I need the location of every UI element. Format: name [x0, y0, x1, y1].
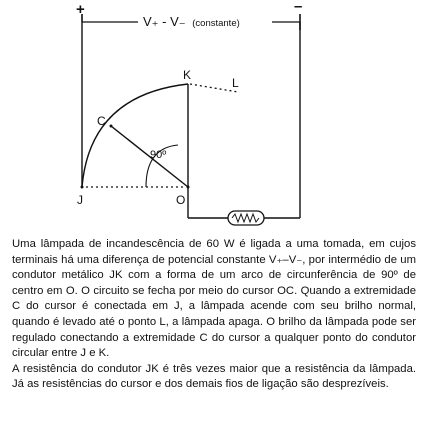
label-J: J — [77, 193, 83, 207]
voltage-note: (constante) — [192, 18, 240, 29]
label-C: C — [97, 114, 106, 128]
angle-label: 90º — [150, 149, 167, 161]
problem-paragraph-2: A resistência do condutor JK é três vezes maior que a resistência da lâmpada. Já as resistências do cursor e dos demais fios de ligação são desprezíveis. — [12, 362, 416, 391]
arc-conductor-JK — [82, 84, 188, 187]
voltage-label — [143, 14, 240, 29]
dotted-line-KL — [190, 84, 238, 92]
point-C — [110, 125, 113, 128]
label-O: O — [176, 193, 186, 207]
label-K: K — [183, 68, 192, 82]
plus-sign: + — [76, 1, 85, 18]
point-J — [81, 186, 84, 189]
point-O — [187, 186, 190, 189]
problem-paragraph-1: Uma lâmpada de incandescência de 60 W é ligada a uma tomada, em cujos terminais há uma diferença de potencial constante V₊–V₋, por intermédio de um condutor metálico JK com a forma de um arco de circunferência de 90º de centro em O. O circuito se fecha por meio do cursor OC. Quando a extremidade C do cursor é conectada em J, a lâmpada acende com seu brilho normal, quando é levado até o ponto L, a lâmpada apaga. O brilho da lâmpada pode ser regulado conectando a extremidade C do cursor a qualquer ponto do condutor circular entre J e K. — [12, 238, 416, 360]
problem-text — [12, 237, 416, 393]
minus-sign: – — [294, 0, 303, 15]
label-L: L — [232, 76, 239, 90]
voltage-main: V₊ - V₋ — [143, 14, 186, 29]
